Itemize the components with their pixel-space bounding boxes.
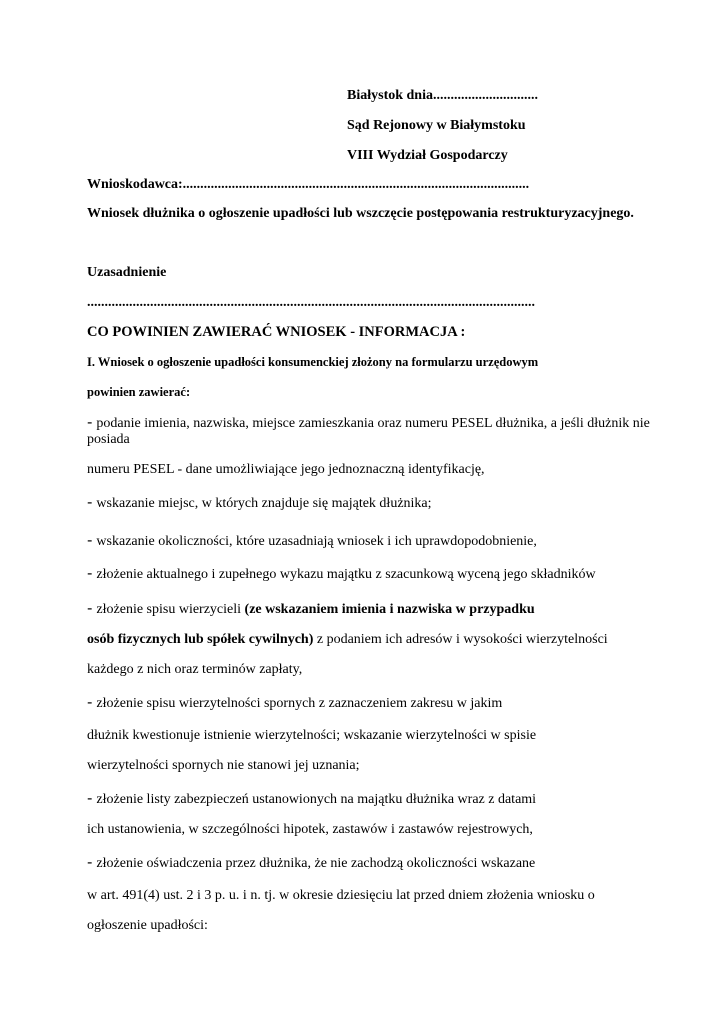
item-text: podanie imienia, nazwiska, miejsce zamieszkania oraz numeru PESEL dłużnika, a jeśli dłużnik nie [96,416,650,431]
dash-bullet: - [87,789,93,807]
item-text: złożenie oświadczenia przez dłużnika, że nie zachodzą okoliczności wskazane [96,856,536,871]
section-title-line2: powinien zawierać: [87,385,191,399]
dash-bullet: - [87,853,93,871]
place-date-line: Białystok dnia.............................. [347,88,538,103]
list-item-circumstances [87,531,537,551]
item-text: złożenie listy zabezpieczeń ustanowionych na majątku dłużnika wraz z datami [96,792,537,807]
item-text: złożenie aktualnego i zupełnego wykazu majątku z szacunkową wyceną jego składników [96,567,596,582]
dash-bullet: - [87,531,93,549]
item-text: wskazanie okoliczności, które uzasadniają wniosek i ich uprawdopodobnienie, [96,534,537,549]
list-item-continuation: numeru PESEL - dane umożliwiające jego jednoznaczną identyfikację, [87,462,485,477]
justification-label: Uzasadnienie [87,265,167,280]
dash-bullet: - [87,564,93,582]
item-text: złożenie spisu wierzycieli [96,602,245,617]
list-item-continuation: w art. 491(4) ust. 2 i 3 p. u. i n. tj. w okresie dziesięciu lat przed dniem złożenia wniosku o [87,888,595,903]
court-name: Sąd Rejonowy w Białymstoku [347,118,526,133]
item-text: wskazanie miejsc, w których znajduje się majątek dłużnika; [96,496,432,511]
justification-dots: ................................................................................................................................ [87,295,535,310]
item-text: z podaniem ich adresów i wysokości wierzytelności [313,632,608,647]
list-item-identification [87,413,650,433]
list-item-continuation: ogłoszenie upadłości: [87,918,208,933]
item-text-bold: osób fizycznych lub spółek cywilnych) [87,632,314,647]
dash-bullet: - [87,599,93,617]
item-text: złożenie spisu wierzytelności spornych z zaznaczeniem zakresu w jakim [96,696,503,711]
list-item-continuation: posiada [87,432,130,447]
list-item-assets-location [87,493,432,513]
list-item-continuation [87,631,608,649]
list-item-disputed-claims [87,693,502,713]
dash-bullet: - [87,413,93,431]
list-item-continuation: ich ustanowienia, w szczególności hipotek, zastawów i zastawów rejestrowych, [87,822,533,837]
document-title: Wniosek dłużnika o ogłoszenie upadłości lub wszczęcie postępowania restrukturyzacyjnego. [87,206,634,221]
list-item-securities [87,789,536,809]
list-item-continuation: każdego z nich oraz terminów zapłaty, [87,662,303,677]
list-item-declaration [87,853,535,873]
list-item-continuation: dłużnik kwestionuje istnienie wierzytelności; wskazanie wierzytelności w spisie [87,728,537,743]
item-text-bold: (ze wskazaniem imienia i nazwiska w przypadku [244,602,535,617]
list-item-asset-inventory [87,564,596,584]
info-heading: CO POWINIEN ZAWIERAĆ WNIOSEK - INFORMACJA : [87,324,466,340]
section-title-line1: I. Wniosek o ogłoszenie upadłości konsumenckiej złożony na formularzu urzędowym [87,355,539,369]
dash-bullet: - [87,493,93,511]
list-item-continuation: wierzytelności spornych nie stanowi jej uznania; [87,758,360,773]
dash-bullet: - [87,693,93,711]
list-item-creditors [87,599,535,619]
court-division: VIII Wydział Gospodarczy [347,148,508,163]
applicant-line: Wnioskodawca:................................................................................................... [87,177,530,192]
